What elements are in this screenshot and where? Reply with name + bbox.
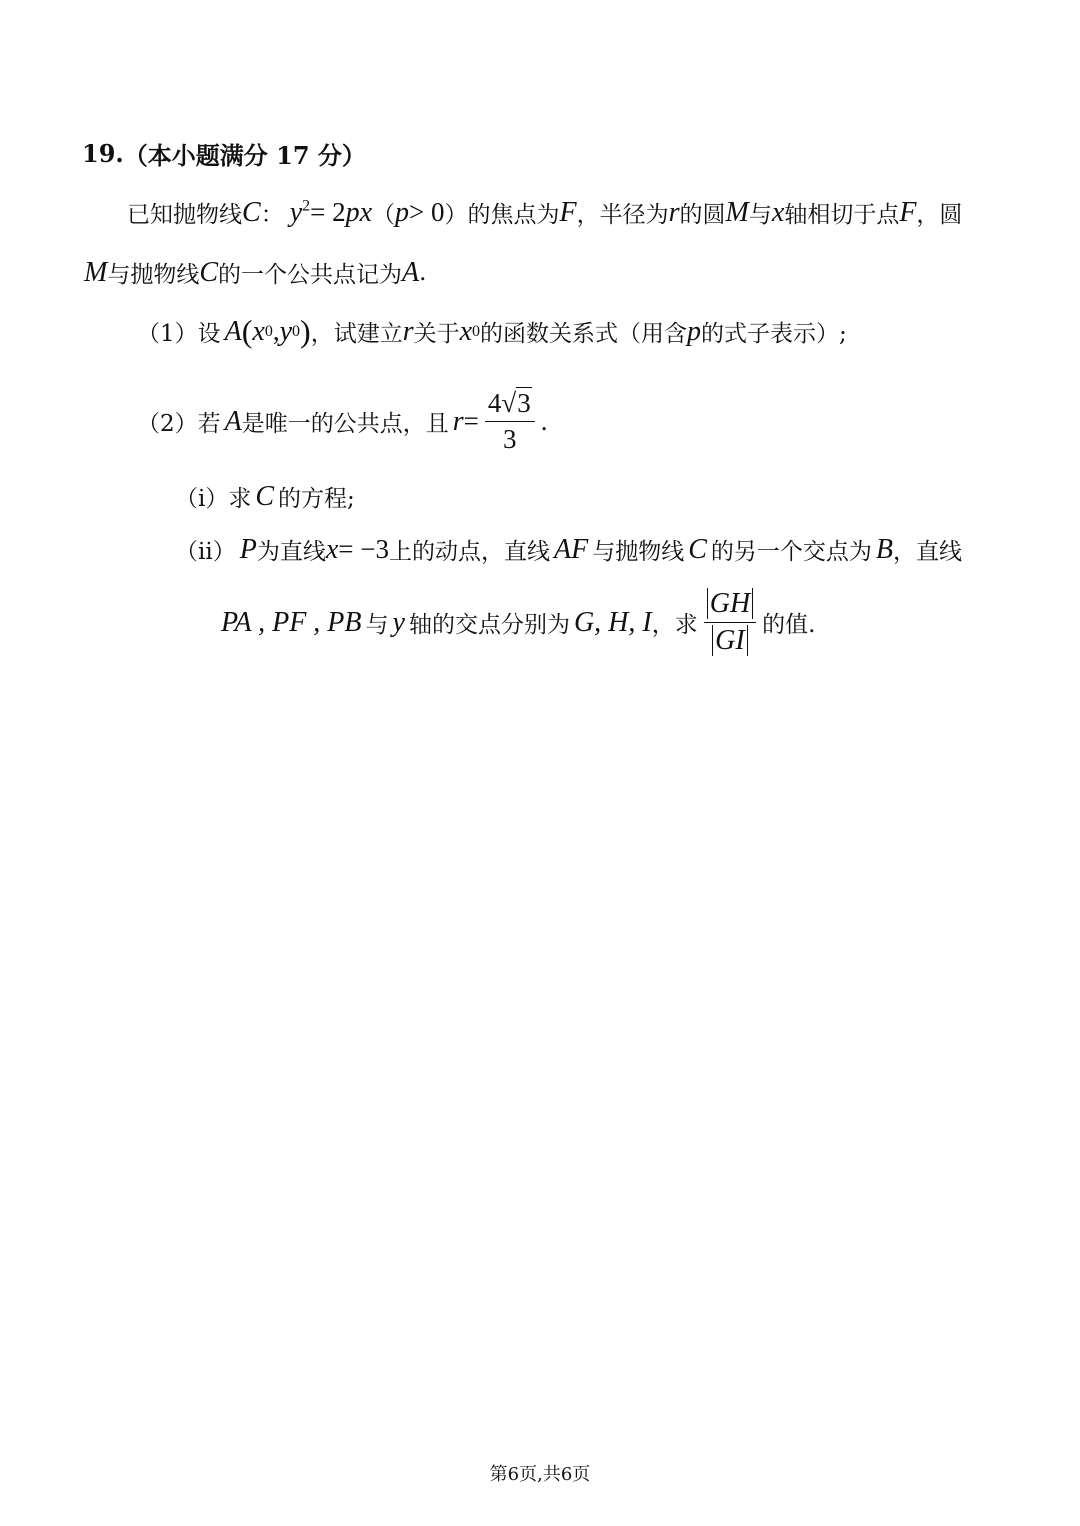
parabola-equation: $y^2$ xyxy=(289,196,311,228)
problem-score: （本小题满分 17 分） xyxy=(123,141,366,170)
problem-heading xyxy=(82,136,366,171)
ratio-fraction: $\frac{GH}{GI}$ xyxy=(704,588,756,657)
part-2-ii-line-2: PA , PF , PB 与 y 轴的交点分别为 G, H, I ，求 $\frac{GH}{GI}$ 的值. xyxy=(221,588,816,656)
problem-number: 19. xyxy=(82,139,124,168)
part-1: （1）设 A ( x 0 , y 0 ) ，试建立 r 关于 x 0 的函数关系式（用含 p 的式子表示）; xyxy=(137,313,847,349)
part-2: （2）若 A 是唯一的公共点，且 r = $\frac{4√3}{3}$ . xyxy=(137,388,548,454)
page-footer: 第6页,共6页 xyxy=(489,1464,591,1485)
part-2-i: （i）求 C 的方程; xyxy=(175,480,355,512)
radius-fraction: $\frac{4√3}{3}$ xyxy=(485,388,535,455)
part-2-ii-line-1: （ii） P 为直线 x = −3 上的动点，直线 AF 与抛物线 C 的另一个交点为 B ，直线 xyxy=(175,533,962,565)
intro-line-2: M 与抛物线 C 的一个公共点记为 A . xyxy=(84,256,427,288)
intro-line-1: 已知抛物线 C ： $y^2$ = 2 px （ p > 0 ） 的焦点为 F ，半径为 r 的圆 M 与 x 轴相切于点 F ，圆 xyxy=(127,196,963,228)
